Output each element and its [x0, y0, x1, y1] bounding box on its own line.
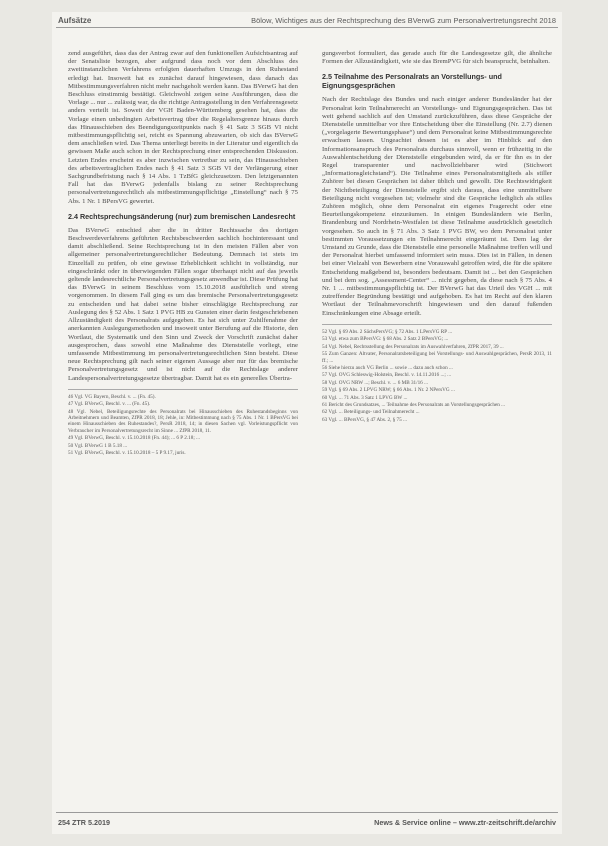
footnote: 58 Vgl. OVG NRW ...; Beschl. v. ... 6 MB 31/16 ... [322, 379, 428, 386]
footnote-rule [68, 389, 298, 390]
paragraph: Nach der Rechtslage des Bundes und nach einiger anderer Bundesländer hat der Personalrat kein Teilnahmerecht an Vorstellungs- und Eignungsgesprächen. Das ist weit gehend sachlich auf den Umstand zurückzuführen, dass diese Gespräche der Dienststelle unmittelbar vor ihre Entscheidung über die Einstellung (Nr. 2.7) dienen („vorgelagerte Bewertungsphase“) und dem Personalrat keine Mitbestimmungsrechte erwachsen lassen. Ungeachtet dessen ist es aber im Hinblick auf den Informationsanspruch des Personalrats durchaus sinnvoll, wenn er frühzeitig in die Auswahlentscheidung der Dienststelle eingebunden wird, da er für ihn es in der Regel transparenter und nachvollziehbarer wird (Stichwort „Informationsgleichstand“). Die Teilnahme eines Personalratsmitglieds als stiller Zuhörer bei diesen Gesprächen ist daher üblich und gewollt. Die Rechtswidrigkeit der Nichtbeteiligung der Dienststelle ergibt sich daraus, dass eine unmittelbare Beteiligung nicht vorgesehen ist; vielmehr sind die Gespräche lediglich als stilles Zuhören möglich, ohne dem Personalrat ein eigenes Fragerecht oder eine Beurteilungskompetenz einzuräumen. In einigen Bundesländern wie Berlin, Brandenburg und Nordrhein-Westfalen ist diese Teilnahme ausdrücklich gesetzlich vorgesehen. So auch in § 71 Abs. 3 Satz 1 PVG BW, wo dem Personalrat unter bestimmten Voraussetzungen ein Teilnahmerecht eingeräumt ist. Dem lag der Umstand zu Grunde, dass die Dienststelle eine personelle Maßnahme treffen will und der Personalrat hierbei umfassend informiert sein muss. Dies ist in Fällen, in denen bei einer Vielzahl von Bewerbern eine Vorauswahl getroffen wird, die für die spätere Entscheidung maßgebend ist, besonders bedeutsam. Damit ist ... bei den Gesprächen und bei dem sog. „Assessment-Center“ ... nicht gegeben, da diese nach § 75 Abs. 4 Nr. 1 ... mitbestimmungspflichtig ist. Der BVerwG hat das Urteil des VGH ... mit zutreffender Begründung bestätigt und aufgehoben. Es hat im Recht auf den klaren Wortlaut der Teilnahmevorschrift hingewiesen und den darauf fußenden Einschränkungen eine Absage erteilt. [322, 96, 552, 317]
footnotes [68, 394, 298, 457]
footnote: 59 Vgl. § 69 Abs. 2 LPVG NRW; § 66 Abs. 1 Nr. 2 NPersVG ... [322, 387, 455, 394]
paragraph: Das BVerwG entschied aber die in dritter Rechtssache des dortigen Beschwerdeverfahrens geführten Rechtsbeschwerden sachlich hochinteressant und damit abschließend. Seine Rechtsprechung ist in den meisten Fällen aber von allgemeiner personalvertretungsrechtlicher Bedeutung. Demnach ist stets im Einzelfall zu prüfen, ob eine gewisse Erheblichkeit schlicht in vollständig, nur eingeschränkt oder in überwiegenden Fällen sogar überhaupt nicht auf das jeweils geltende landesrechtliche Personalvertretungsgesetz anwendbar ist. Diese Prüfung hat das BVerwG in seinem Beschluss vom 15.10.2018 ausführlich und streng vorgenommen. In diesem Fall ging es um das bremische Personalvertretungsgesetz zu entscheiden und hat dabei seine bisher einschlägige Rechtsprechung zur Auslegung des § 52 Abs. 1 Satz 1 PVG HB zu Gunsten einer darin festgeschriebenen Allzuständigkeit des Personalrats aufgegeben. Es hat sich unter Zuhilfenahme der anerkannten Auslegungsmethoden und insoweit unter Berufung auf die Historie, den Wortlaut, die Systematik und den Sinn und Zweck der Vorschrift zunächst daher ausgesprochen, dass sowohl eine Maßnahme des Dienststelle vorliegt, eine umfassende Mitbestimmung im personalvertretungsrechtlichen Sinn besteht. Diese neue Rechtsprechung gilt nach seiner eigenen Aussage aber nur für das bremische Personalvertretungsgesetz und ist nicht auf die Rechtslage anderer Landespersonalvertretungsgesetze übertragbar. Damit hat es ein generelles Übertra- [68, 226, 298, 382]
section-heading: 2.5 Teilnahme des Personalrats an Vorstellungs- und Eignungsgesprächen [322, 72, 502, 91]
section-label: Aufsätze [58, 16, 92, 25]
footnote: 52 Vgl. § 69 Abs. 2 SächsPersVG; § 72 Abs. 1 LPersVG RP ... [322, 328, 453, 335]
section-heading: 2.4 Rechtsprechungsänderung (nur) zum bremischen Landesrecht [68, 211, 296, 221]
footnote: 48 Vgl. Nebel, Beteiligungsrechte des Personalrats bei Hinausschieben des Ruhestandsbeginns von Arbeitnehmern und Beamten, ZfPR 2018, 18; Jehle, in: Mitbestimmung nach § 75 Abs. 1 Nr. 1 BPersVG bei einem Hinausschieben des Ruhestandes?, PersR 2018, 14; in diesen Sachen vgl. Vorleistungspflicht von Verbraucher im Personalvertretungsrecht im Sinne ... ZfPR 2018, 11. [68, 408, 298, 434]
running-title: Bölow, Wichtiges aus der Rechtsprechung des BVerwG zum Personalvertretungsrecht 2018 [251, 16, 556, 25]
footnote-rule [322, 324, 552, 325]
footnote: 49 Vgl. BVerwG, Beschl. v. 15.10.2018 (Fn. 44); ... 6 P 2.18; ... [68, 435, 200, 442]
page-footer [52, 812, 562, 834]
footnote: 54 Vgl. Nebel, Rechtsstellung des Personalrats im Auswahlverfahren, ZfPR 2017, 39 ... [322, 343, 504, 350]
paragraph: gungsverbot formuliert, das gerade auch für die Landesgesetze gilt, die ähnliche Formen der Allzuständigkeit, wie sie das BremPVG für sich beansprucht, beinhalten. [322, 50, 552, 66]
header-rule [56, 27, 558, 28]
footnote: 50 Vgl. BVerwG 1 B 5.18 ... [68, 442, 128, 449]
footnote: 60 Vgl. ... 71 Abs. 3 Satz 1 LPVG BW ... [322, 394, 408, 401]
footnote: 51 Vgl. BVerwG, Beschl. v. 15.10.2018 – 5 P 9.17, juris. [68, 449, 186, 456]
footnote: 47 Vgl. BVerwG, Beschl. v. ... (Fn. 45). [68, 401, 151, 408]
paragraph: zend ausgeführt, dass das der Antrag zwar auf den funktionellen Aufsichtsantrag auf der Senatsliste bezogen, aber aufgrund dass noch vor dem Abschluss des zweitinstanzlichen Verfahrens erfolgten dauerhaften Umzugs in den Ruhestand erledigt hat. Insoweit hat es zunächst darauf hingewiesen, dass danach das Mitbestimmungsverfahren nicht mehr nachgeholt werden kann. Das BVerwG hat den Beschluss einstimmig bestätigt. Gleichwohl zeigen seine Ausführungen, dass die Vorlage ... nur ... zulässig war, da die richtige Antragsstellung in den Verfahrensgesetz anders verteilt ist. Soweit der VGH Baden-Württemberg gesehen hat, dass die Vorlage einen unbedingten Arbeitsvertrag über die Regelaltersgrenze hinaus durch das Hinausschieben des Beendigungszeitpunkts nach § 41 Satz 3 SGB VI nicht mitbestimmungspflichtig sei, reicht es Spannung abzuwarten, ob sich das BVerwG dem anschließen wird. Das Thema unterliegt bereits in der Literatur und eigentlich da gewissen Maße auch schon in der Rechtsprechung einer entsprechenden Diskussion. Letzten Endes erscheint es aber inzwischen vertretbar zu sein, das Hinausschieben des arbeitsvertraglichen Endes nach § 41 Satz 3 SGB VI der Verlängerung einer Sachgrundbefristung nach § 14 Abs. 1 TzBfG gleichzusetzen. Den letztgenannten Fall hat das BVerwG jedenfalls bislang zu seiner Rechtsprechung personalvertretungsrechtlich als mitbestimmungspflichtige „Einstellung“ nach § 75 Abs. 1 Nr. 1 BPersVG gewertet. [68, 50, 298, 205]
footnote: 57 Vgl. OVG Schleswig-Holstein, Beschl. v. 14.11.2016 ...; ... [322, 372, 452, 379]
footnote: 56 Siehe hierzu auch VG Berlin ... sowie ... dazu auch schon ... [322, 364, 453, 371]
footnote: 53 Vgl. etwa zum BPersVG: § 68 Abs. 2 Satz 2 BPersVG; ... [322, 336, 449, 343]
page-number-issue: 254 ZTR 5.2019 [58, 818, 110, 827]
footnote: 61 Bericht des Grundsatzes, ... Teilnahme des Personalrats an Vorstellungsgesprächen ... [322, 401, 506, 408]
footnote: 55 Zum Ganzen: Altvater, Personalratsbeteiligung bei Vorstellungs- und Auswahlgesprächen, PersR 2013, 11 ff.; ... [322, 351, 552, 364]
archive-link[interactable]: News & Service online – www.ztr-zeitschrift.de/archiv [374, 818, 556, 827]
journal-page [52, 12, 562, 834]
right-column [322, 50, 552, 424]
footer-rule [56, 812, 558, 813]
footnote: 62 Vgl. ... Beteiligungs- und Teilnahmerecht ... [322, 409, 420, 416]
footnote: 46 Vgl. VG Bayern, Beschl. v. ... (Fn. 45). [68, 393, 156, 400]
footnote: 63 Vgl. ... BPersVG, § 47 Abs. 2, § 75 ... [322, 416, 407, 423]
left-column [68, 50, 298, 457]
footnotes [322, 329, 552, 423]
page-header [52, 12, 562, 42]
